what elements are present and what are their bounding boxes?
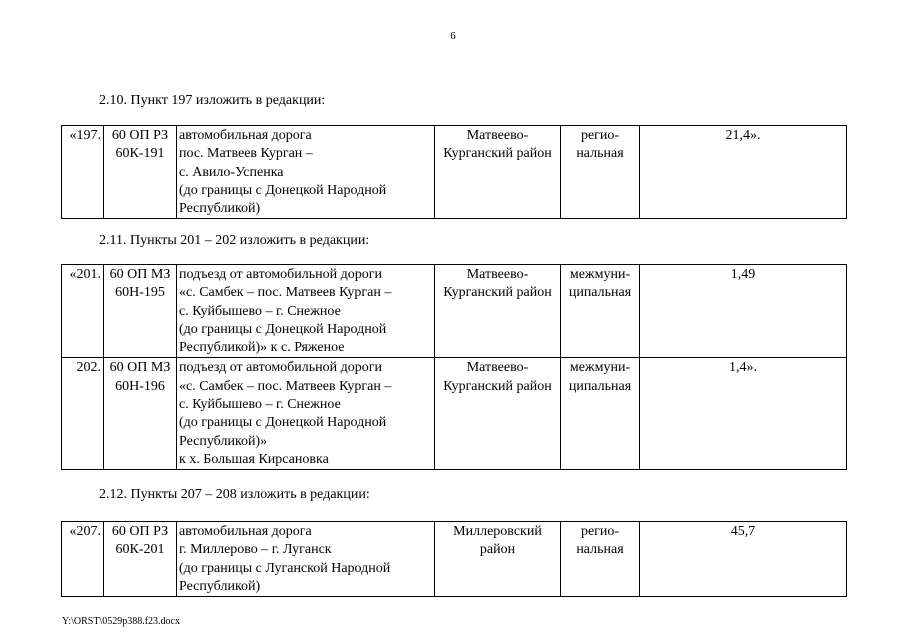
table-row <box>62 358 847 470</box>
section-heading: 2.11. Пункты 201 – 202 изложить в редакции: <box>99 233 370 248</box>
road-significance: межмуни- ципальная <box>561 358 640 470</box>
item-number: «201. <box>62 265 104 358</box>
item-number: «207. <box>62 522 104 597</box>
road-code: 60 ОП РЗ 60К-201 <box>104 522 177 597</box>
district: Матвеево- Курганский район <box>435 358 561 470</box>
table-row <box>62 522 847 597</box>
section-heading: 2.10. Пункт 197 изложить в редакции: <box>99 93 326 108</box>
road-name: подъезд от автомобильной дороги «с. Самбек – пос. Матвеев Курган – с. Куйбышево – г. Снежное (до границы с Донецкой Народной Республикой)» к х. Большая Кирсановка <box>177 358 435 470</box>
district: Матвеево- Курганский район <box>435 126 561 219</box>
road-length: 21,4». <box>640 126 847 219</box>
page-number: 6 <box>450 30 456 42</box>
road-code: 60 ОП МЗ 60Н-195 <box>104 265 177 358</box>
road-length: 1,49 <box>640 265 847 358</box>
road-significance: регио- нальная <box>561 522 640 597</box>
road-code: 60 ОП МЗ 60Н-196 <box>104 358 177 470</box>
road-code: 60 ОП РЗ 60К-191 <box>104 126 177 219</box>
file-path-footer: Y:\ORST\0529p388.f23.docx <box>62 616 180 627</box>
amendment-table <box>61 521 847 597</box>
road-name: автомобильная дорога г. Миллерово – г. Луганск (до границы с Луганской Народной Республикой) <box>177 522 435 597</box>
amendment-table <box>61 264 847 470</box>
section-heading: 2.12. Пункты 207 – 208 изложить в редакции: <box>99 487 370 502</box>
road-significance: регио- нальная <box>561 126 640 219</box>
road-length: 1,4». <box>640 358 847 470</box>
item-number: 202. <box>62 358 104 470</box>
road-name: автомобильная дорога пос. Матвеев Курган – с. Авило-Успенка (до границы с Донецкой Народной Республикой) <box>177 126 435 219</box>
road-length: 45,7 <box>640 522 847 597</box>
amendment-table <box>61 125 847 219</box>
road-significance: межмуни- ципальная <box>561 265 640 358</box>
table-row <box>62 126 847 219</box>
district: Миллеровский район <box>435 522 561 597</box>
road-name: подъезд от автомобильной дороги «с. Самбек – пос. Матвеев Курган – с. Куйбышево – г. Снежное (до границы с Донецкой Народной Республикой)» к с. Ряженое <box>177 265 435 358</box>
district: Матвеево- Курганский район <box>435 265 561 358</box>
item-number: «197. <box>62 126 104 219</box>
table-row <box>62 265 847 358</box>
